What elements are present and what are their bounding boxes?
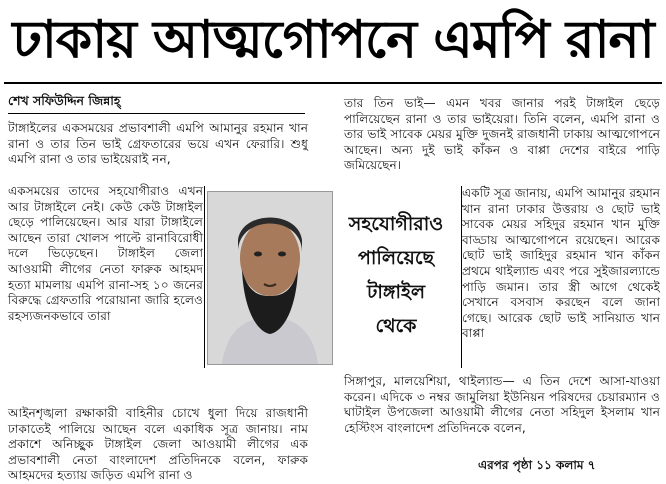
article-left-top [8,121,308,168]
paragraph: আইনশৃঙ্খলা রক্ষাকারী বাহিনীর চোখে ধুলা দিয়ে রাজধানী ঢাকাতেই পালিয়ে আছেন বলে একাধিক সূত্র জানায়। নাম প্রকাশে অনিচ্ছুক টাঙ্গাইল জেলা আওয়ামী লীগের এক প্রভাবশালী নেতা বাংলাদেশ প্রতিদিনকে বলেন, ফারুক আহমদের হত্যায় জড়িত এমপি রানা ও [8,406,308,483]
article-right-top [344,96,660,174]
paragraph: সিঙ্গাপুর, মালয়েশিয়া, থাইল্যান্ড— এ তিন দেশে আসা-যাওয়া করেন। এদিকে ৩ নম্বর জামুলিয়া ইউনিয়ন পরিষদের চেয়ারম্যান ও ঘাটাইল উপজেলা আওয়ামী লীগের নেতা সহিদুল ইসলাম খান হেস্টিংস বাংলাদেশ প্রতিদিনকে বলেন, [344,374,660,435]
byline: শেখ সফিউদ্দিন জিন্নাহ্ [8,93,121,108]
headline-rule [4,82,662,84]
paragraph: টাঙ্গাইলের একসময়ের প্রভাবশালী এমপি আমানুর রহমান খান রানা ও তার তিন ভাই গ্রেফতারের ভয়ে এখন ফেরারি। শুধু এমপি রানা ও তার ভাইয়েরাই নন, [8,121,308,167]
portrait-image [208,192,332,364]
continuation-note: এরপর পৃষ্ঠা ১১ কলাম ৭ [478,458,596,472]
byline-rule [8,113,305,114]
pull-quote-line: পালিয়েছে [358,247,434,269]
paragraph: তার তিন ভাই— এমন খবর জানার পরই টাঙ্গাইল ছেড়ে পালিয়েছেন রানা ও তার ভাইয়েরা। তিনি বলেন, এমপি রানা ও তার ভাই সাবেক মেয়র মুক্তি দুজনই রাজধানী ঢাকায় আত্মগোপনে আছেন। অন্য দুই ভাই কাঁকন ও বাপ্পা দেশের বাইরে পাড়ি জমিয়েছেন। [344,96,660,173]
pull-quote-line: টাঙ্গাইল [366,281,425,303]
mp-portrait-photo [207,191,333,365]
article-right-mid [462,186,660,342]
headline: ঢাকায় আত্মগোপনে এমপি রানা [12,10,654,70]
article-left-mid [8,184,203,324]
pull-quote [334,200,458,350]
article-left-bottom [8,406,308,484]
paragraph: একসময়ের তাদের সহযোগীরাও এখন আর টাঙ্গাইলে নেই। কেউ কেউ টাঙ্গাইল ছেড়ে পালিয়েছেন। আর যারা টাঙ্গাইলে আছেন তারা খোলস পাল্টে রানাবিরোধী দলে ভিড়েছেন। টাঙ্গাইল জেলা আওয়ামী লীগের নেতা ফারুক আহমদ হত্যা মামলায় এমপি রানা-সহ ১০ জনের বিরুদ্ধে গ্রেফতারি পরোয়ানা জারি হলেও রহস্যজনকভাবে তারা [8,184,203,323]
quote-box-left-edge [204,186,205,368]
pull-quote-line: সহযোগীরাও [348,213,444,235]
article-right-bottom [344,374,660,436]
paragraph: একটি সূত্র জানায়, এমপি আমানুর রহমান খান রানা ঢাকার উত্তরায় ও ছোট ভাই সাবেক মেয়র সহিদুর রহমান খান মুক্তি বাড্ডায় আত্মগোপনে রয়েছেন। আরেক ছোট ভাই জাহিদুর রহমান খান কাঁকন প্রথমে থাইল্যান্ড এবং পরে সুইজারল্যান্ডে পাড়ি জমান। তার স্ত্রী আগে থেকেই সেখানে বসবাস করছেন বলে জানা গেছে। আরেক ছোট ভাই সানিয়াত খান বাপ্পা [462,186,660,341]
pull-quote-line: থেকে [375,315,417,337]
